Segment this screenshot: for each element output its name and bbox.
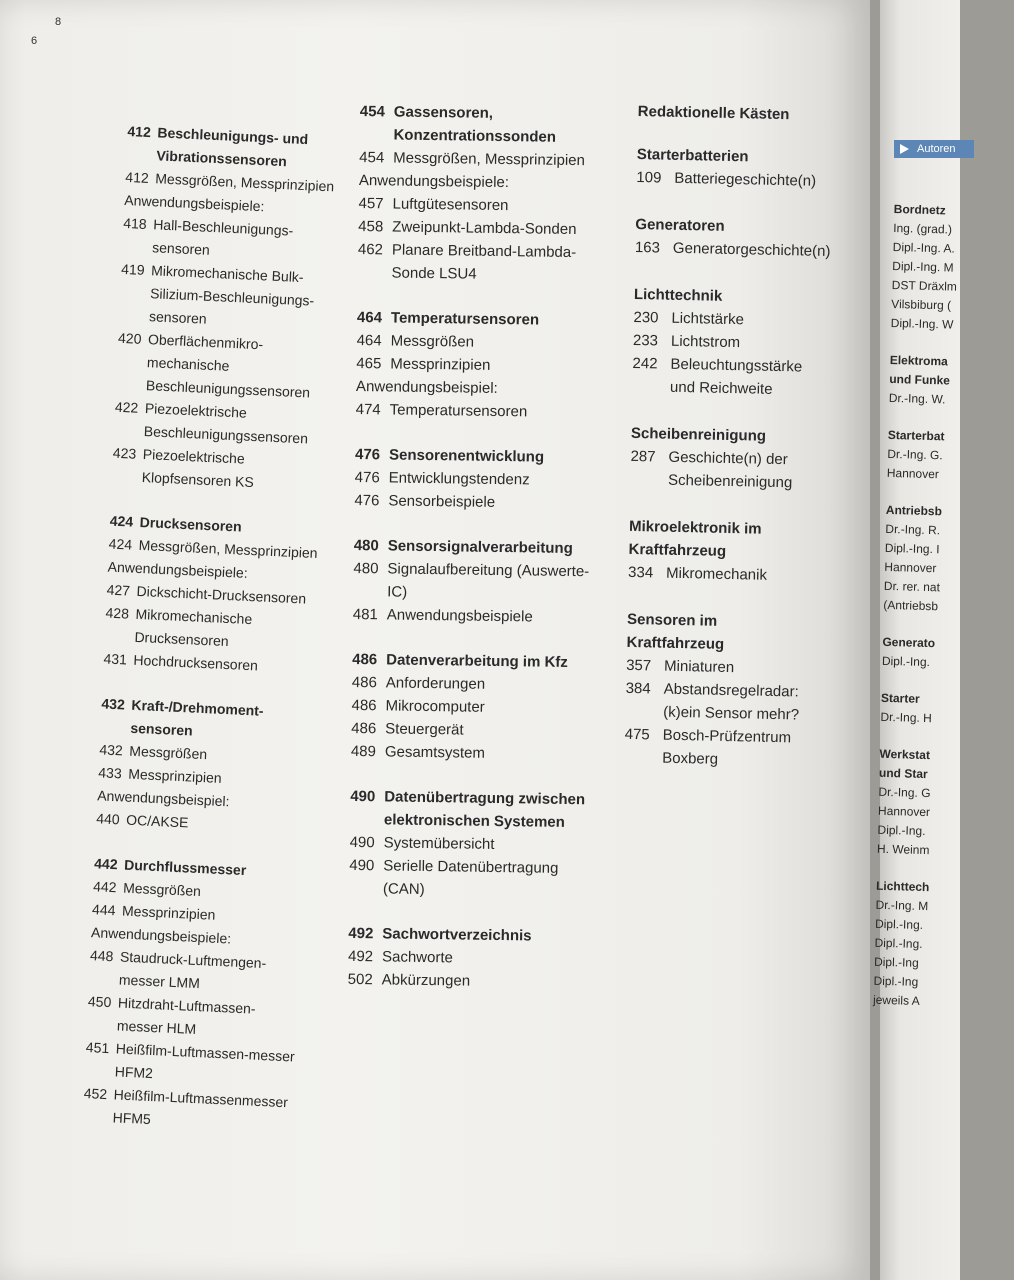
toc-section [111, 120, 337, 497]
toc-heading-text: Datenverarbeitung im Kfz [386, 651, 568, 671]
toc-section [353, 534, 604, 629]
author-block [889, 351, 1010, 411]
author-block-heading: Lichttech [875, 878, 930, 895]
author-block-heading: und Star [878, 765, 928, 782]
author-name-line: Hannover [886, 465, 940, 482]
toc-page-number: 474 [355, 400, 381, 419]
toc-entry [358, 192, 608, 218]
toc-page-number: 450 [87, 993, 112, 1011]
toc-page-number: 476 [354, 445, 381, 464]
toc-entry-text: Mikrocomputer [385, 697, 485, 716]
toc-column-1 [81, 120, 338, 1159]
editorial-box-section [628, 515, 819, 588]
toc-section-heading [348, 922, 598, 948]
toc-entry-text: Hitzdraht-Luftmassen-messer HLM [116, 994, 256, 1038]
author-block-heading: Generato [882, 634, 936, 651]
editorial-box-section [632, 283, 824, 402]
toc-section-heading [350, 785, 601, 834]
author-block-heading: Antriebsb [885, 502, 943, 519]
author-block-heading: Starter [880, 690, 920, 706]
toc-entry [356, 352, 606, 378]
editorial-box-heading: Generatoren [635, 215, 725, 235]
toc-page-number: 428 [105, 604, 130, 622]
author-block [883, 501, 1006, 618]
toc-entry-text: Systemübersicht [383, 834, 495, 853]
toc-entry [356, 329, 606, 355]
author-block [882, 633, 1003, 674]
author-name-line: Dipl.-Ing. [881, 653, 931, 670]
editorial-box-entry-text: Miniaturen [663, 657, 735, 677]
editorial-box-entry-text: Bosch-Prüfzentrum Boxberg [662, 726, 792, 768]
editorial-box-section [630, 422, 821, 495]
author-name-line: H. Weinm [876, 841, 930, 858]
toc-page-number: 427 [106, 581, 131, 599]
toc-subheading: Anwendungsbeispiele: [358, 171, 510, 192]
toc-entry-text: Abkürzungen [381, 971, 471, 990]
toc-entry-text: Mikromechanische Bulk-Silizium-Beschleunigungs-sensoren [148, 262, 315, 327]
toc-entry-text: Zweipunkt-Lambda-Sonden [392, 218, 577, 239]
toc-entry-text: Entwicklungstendenz [388, 469, 530, 489]
toc-entry-text: Temperatursensoren [389, 401, 528, 421]
toc-section [348, 922, 599, 994]
toc-entry-text: Messgrößen, Messprinzipien [138, 536, 318, 562]
toc-page-number: 490 [349, 856, 375, 875]
toc-entry-text: Piezoelektrische Beschleunigungssensoren [143, 400, 309, 447]
toc-entry [348, 945, 598, 971]
author-name-line: Dipl.-Ing. I [884, 540, 940, 557]
toc-page-number: 476 [354, 468, 380, 487]
toc-page-number: 502 [347, 970, 373, 989]
toc-page-number: 287 [630, 447, 656, 466]
toc-page-number: 384 [625, 679, 651, 698]
toc-entry-text: Messgrößen, Messprinzipien [155, 170, 335, 195]
toc-entry [348, 968, 598, 994]
toc-entry-text: Steuergerät [385, 720, 464, 739]
right-page-authors [872, 0, 960, 1280]
toc-heading-text: Kraft-/Drehmoment-sensoren [130, 696, 264, 739]
toc-page-number: 458 [358, 217, 384, 236]
toc-page-number: 420 [117, 329, 142, 347]
toc-page-number: 464 [356, 308, 383, 327]
author-name-line: Dipl.-Ing [873, 973, 919, 989]
editorial-boxes-column [623, 100, 831, 797]
toc-entry-text: Sachworte [381, 948, 454, 967]
toc-page-number: 334 [627, 563, 654, 582]
author-block [877, 745, 1000, 862]
toc-page-number: 432 [99, 741, 124, 759]
toc-entry-text: Planare Breitband-Lambda-Sonde LSU4 [391, 241, 577, 283]
toc-entry-text: Messprinzipien [127, 765, 222, 786]
toc-entry-text: Messprinzipien [121, 902, 216, 923]
toc-page-number: 486 [351, 673, 378, 692]
toc-page-number: 418 [122, 214, 148, 232]
toc-section-heading [359, 100, 610, 149]
toc-page-number: 419 [120, 260, 145, 278]
toc-heading-text: Sachwortverzeichnis [382, 925, 532, 945]
toc-entry [359, 146, 609, 172]
toc-entry-text: Messgrößen, Messprinzipien [393, 149, 586, 170]
author-name-line: Dr.-Ing. H [880, 709, 932, 726]
toc-entry-text: Gesamtsystem [384, 743, 486, 762]
toc-section-heading [354, 534, 604, 560]
editorial-box-entry [624, 723, 815, 773]
toc-entry-text: Sensorbeispiele [388, 492, 496, 511]
author-name-line: Dr.-Ing. M [875, 897, 929, 914]
author-block-heading: und Funke [889, 371, 951, 388]
author-name-line: jeweils A [872, 992, 920, 1008]
editorial-box-entry [625, 677, 816, 727]
author-name-line: Dr. rer. nat [883, 578, 941, 595]
toc-entry [355, 466, 605, 492]
author-name-line: Dr.-Ing. R. [885, 521, 941, 538]
toc-page-number: 486 [352, 650, 378, 669]
author-name-line: Dr.-Ing. G [878, 784, 931, 801]
toc-entry [352, 671, 602, 697]
editorial-box-heading: Lichttechnik [633, 285, 723, 305]
toc-page-number: 490 [350, 787, 376, 806]
author-block [887, 426, 1008, 486]
toc-section-heading [355, 443, 605, 469]
toc-page-number: 457 [358, 194, 384, 213]
toc-page-number: 492 [347, 947, 374, 966]
toc-page-number: 462 [357, 240, 384, 259]
toc-section [349, 785, 601, 903]
editorial-box-entry [630, 445, 821, 495]
toc-page-number: 486 [351, 719, 377, 738]
toc-subheading: Anwendungsbeispiele: [124, 191, 265, 215]
author-name-line: DST Dräxlm [891, 277, 958, 294]
toc-page-number: 442 [93, 855, 118, 873]
toc-entry-text: Hochdrucksensoren [133, 651, 259, 674]
author-name-line: (Antriebsb [883, 597, 939, 614]
page-number-left: 6 [31, 35, 38, 47]
toc-entry [357, 238, 608, 287]
editorial-box-heading: Starterbatterien [636, 145, 749, 166]
author-name-line: Vilsbiburg ( [891, 296, 952, 313]
editorial-box-entry-text: Beleuchtungsstärke und Reichweite [669, 355, 803, 398]
toc-page-number: 424 [108, 535, 133, 553]
toc-page-number: 454 [359, 148, 385, 167]
toc-heading-text: Sensorenentwicklung [388, 446, 545, 466]
toc-entry [115, 327, 328, 405]
toc-page-number: 448 [89, 947, 114, 965]
author-name-line: Dipl.-Ing [873, 954, 919, 970]
toc-section-heading [357, 306, 607, 332]
toc-page-number: 481 [352, 605, 378, 624]
toc-section [357, 100, 610, 287]
editorial-box-entry [634, 236, 831, 263]
toc-page-number: 431 [103, 650, 128, 668]
toc-page-number: 454 [359, 102, 385, 121]
editorial-box-entry-text: Abstandsregelradar: (k)ein Sensor mehr? [663, 680, 800, 724]
toc-heading-text: Datenübertragung zwischen elektronischen Systemen [383, 788, 586, 831]
toc-section [354, 443, 605, 515]
toc-entry-text: Heißfilm-Luftmassen-messer HFM2 [114, 1040, 295, 1082]
toc-section [356, 306, 608, 424]
authors-list [872, 200, 1014, 1031]
page-number-top: 8 [55, 16, 62, 28]
toc-page-number: 412 [125, 168, 150, 186]
play-arrow-icon [900, 144, 909, 154]
toc-entry-text: Mikromechanische Drucksensoren [134, 605, 253, 650]
toc-page-number: 440 [95, 810, 120, 828]
editorial-box-entry-text: Generatorgeschichte(n) [672, 239, 831, 261]
toc-page-number: 109 [636, 168, 662, 187]
editorial-box-entry [636, 166, 826, 193]
toc-section-heading [352, 648, 602, 674]
toc-entry-text: Anwendungsbeispiele [386, 606, 533, 626]
editorial-box-section [634, 213, 831, 263]
toc-column-2 [347, 100, 610, 1016]
toc-entry [354, 489, 604, 515]
toc-entry [351, 717, 601, 743]
toc-page-number: 432 [101, 695, 126, 713]
author-name-line: Dipl.-Ing. [877, 822, 926, 839]
author-block-heading: Starterbat [887, 427, 945, 444]
toc-entry-text: Serielle Datenübertragung (CAN) [382, 857, 559, 898]
toc-heading-text: Sensorsignalverarbeitung [387, 537, 573, 558]
author-block [891, 200, 1014, 336]
toc-subheading: Anwendungsbeispiel: [96, 787, 230, 810]
editorial-box-entry [628, 561, 818, 588]
toc-section [96, 692, 312, 839]
toc-entry [353, 557, 604, 606]
toc-entry [119, 258, 332, 336]
toc-page-number: 424 [109, 512, 134, 530]
toc-entry-text: Piezoelektrische Klopfsensoren KS [141, 446, 255, 491]
toc-page-number: 476 [354, 491, 380, 510]
editorial-box-section [636, 143, 827, 193]
authors-tab [894, 140, 974, 158]
toc-page-number: 480 [353, 559, 379, 578]
toc-section [82, 852, 304, 1137]
toc-section [103, 510, 320, 680]
toc-page-number: 465 [356, 354, 382, 373]
author-name-line: Dr.-Ing. G. [887, 446, 943, 463]
toc-page-number: 490 [349, 833, 375, 852]
editorial-box-section [624, 608, 817, 773]
toc-entry-text: Messgrößen [129, 742, 208, 763]
toc-page-number: 475 [624, 725, 650, 744]
toc-entry [353, 603, 603, 629]
editorial-box-entry-text: Batteriegeschichte(n) [674, 169, 817, 190]
authors-tab-label: Autoren [917, 143, 956, 155]
toc-subheading: Anwendungsbeispiele: [90, 924, 232, 947]
toc-entry [82, 1082, 294, 1137]
author-name-line: Dr.-Ing. W. [888, 390, 946, 407]
toc-entry-text: Anforderungen [385, 674, 486, 693]
author-name-line: Dipl.-Ing. [874, 916, 924, 933]
toc-entry [349, 854, 600, 903]
editorial-box-heading: Mikroelektronik im Kraftfahrzeug [628, 517, 762, 560]
author-name-line: Dipl.-Ing. M [892, 258, 954, 275]
toc-entry [349, 831, 599, 857]
editorial-box-entry-text: Lichtstärke [671, 309, 745, 329]
editorial-boxes-title: Redaktionelle Kästen [637, 102, 790, 124]
toc-section [351, 648, 603, 766]
toc-subheading: Anwendungsbeispiel: [355, 377, 498, 397]
toc-page-number: 492 [348, 924, 374, 943]
toc-heading-text: Drucksensoren [139, 513, 242, 535]
toc-heading-text: Gassensoren, Konzentrationssonden [393, 103, 557, 146]
toc-entry-text: Hall-Beschleunigungs-sensoren [151, 216, 294, 258]
author-block-heading: Bordnetz [893, 201, 946, 218]
toc-entry-text: Messgrößen [390, 332, 475, 351]
toc-heading-text: Temperatursensoren [390, 309, 540, 329]
editorial-box-entry-text: Lichtstrom [670, 332, 741, 352]
toc-subheading: Anwendungsbeispiele: [107, 558, 249, 581]
toc-page-number: 357 [625, 656, 652, 675]
author-name-line: Hannover [877, 803, 931, 820]
author-block-heading: Werkstat [879, 746, 931, 763]
toc-entry-text: Dickschicht-Drucksensoren [136, 582, 307, 607]
toc-page-number: 422 [114, 398, 139, 416]
toc-entry-text: Luftgütesensoren [392, 195, 509, 215]
toc-entry-text: Oberflächenmikro-mechanische Beschleunigungssensoren [145, 331, 311, 401]
toc-entry [356, 398, 606, 424]
editorial-box-entry-text: Mikromechanik [665, 564, 768, 584]
editorial-box-heading: Sensoren im Kraftfahrzeug [626, 610, 725, 653]
toc-page-number: 242 [632, 354, 658, 373]
author-block-heading: Elektroma [889, 352, 949, 369]
toc-entry [111, 442, 323, 497]
editorial-box-entry [632, 352, 823, 402]
toc-page-number: 452 [83, 1085, 108, 1103]
toc-page-number: 412 [127, 122, 152, 141]
toc-page-number: 233 [632, 331, 659, 350]
editorial-box-entry-text: Geschichte(n) der Scheibenreinigung [667, 448, 793, 492]
toc-entry-text: Signalaufbereitung (Auswerte-IC) [387, 560, 590, 601]
toc-page-number: 442 [92, 878, 117, 896]
toc-entry [351, 740, 601, 766]
toc-page-number: 433 [98, 764, 123, 782]
toc-entry [358, 215, 608, 241]
toc-entry-text: Messgrößen [122, 879, 202, 900]
toc-entry-text: Staudruck-Luftmengen-messer LMM [118, 948, 267, 992]
toc-entry [351, 694, 601, 720]
author-block [880, 689, 1001, 730]
toc-entry-text: OC/AKSE [125, 811, 189, 831]
author-block [873, 877, 996, 1013]
author-name-line: Dipl.-Ing. W [890, 315, 954, 332]
toc-page-number: 464 [356, 331, 382, 350]
toc-page-number: 163 [634, 238, 661, 257]
toc-page-number: 480 [353, 536, 379, 555]
toc-page-number: 451 [85, 1039, 110, 1057]
toc-heading-text: Beschleunigungs- und Vibrationssensoren [156, 124, 309, 170]
toc-page-number: 489 [350, 742, 377, 761]
toc-page-number: 486 [351, 696, 377, 715]
toc-entry-text: Messprinzipien [390, 355, 491, 374]
toc-entry-text: Heißfilm-Luftmassenmesser HFM5 [112, 1086, 289, 1128]
toc-page-number: 444 [91, 901, 116, 919]
author-name-line: Hannover [884, 559, 937, 576]
toc-page-number: 423 [112, 444, 137, 462]
author-name-line: Dipl.-Ing. [874, 935, 923, 952]
editorial-box-heading: Scheibenreinigung [630, 424, 767, 445]
toc-page-number: 230 [633, 308, 659, 327]
author-name-line: Dipl.-Ing. A. [892, 239, 955, 256]
author-name-line: Ing. (grad.) [893, 220, 953, 237]
toc-heading-text: Durchflussmesser [123, 856, 247, 879]
